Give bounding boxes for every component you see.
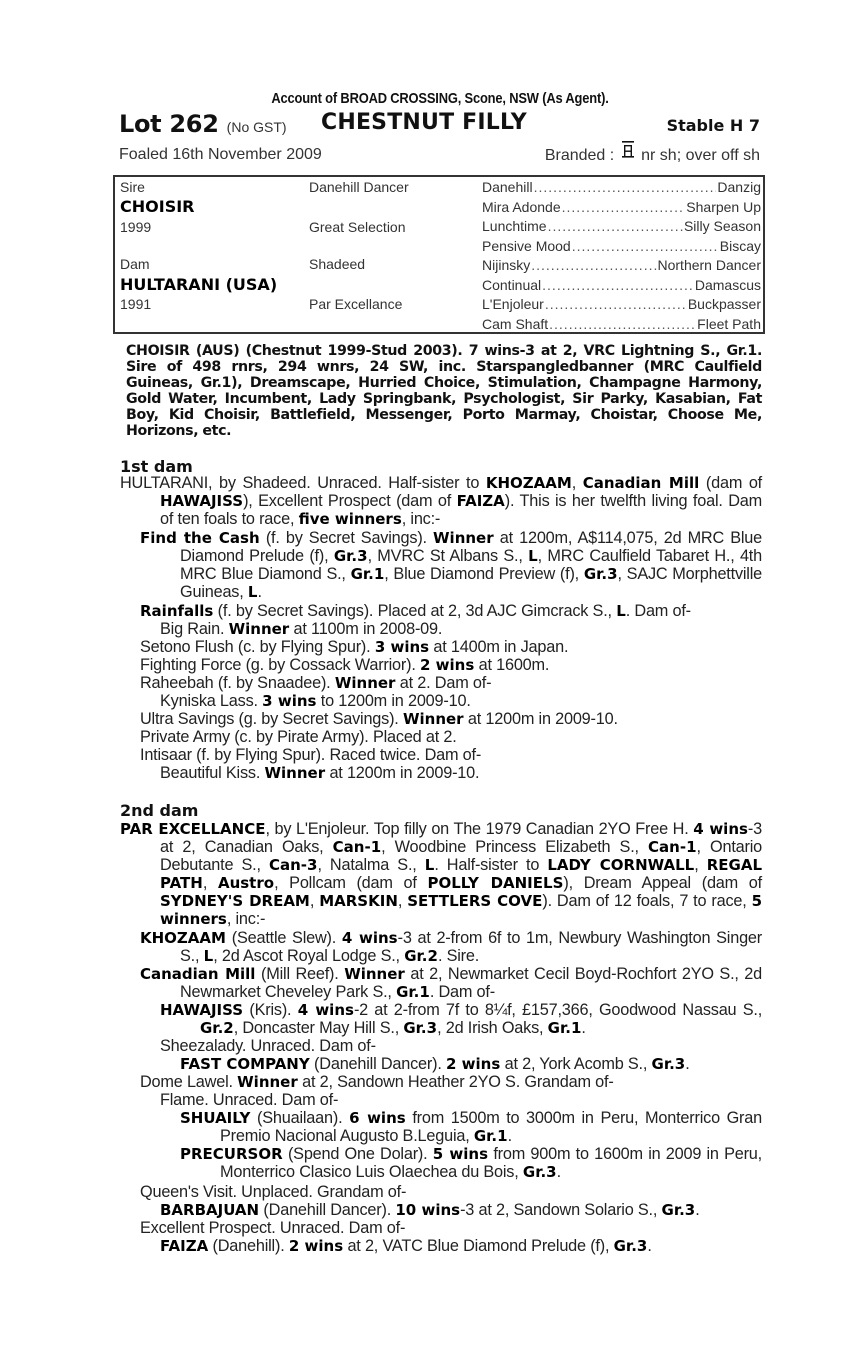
text: at 2, York Acomb S., bbox=[500, 1055, 652, 1073]
granddam-paternal: Great Selection bbox=[309, 219, 406, 235]
text: . Dam of- bbox=[429, 983, 495, 1002]
family-entry bbox=[180, 1055, 762, 1073]
leader-dots bbox=[549, 316, 696, 332]
bold-text: MARSKIN bbox=[319, 892, 398, 911]
bold-text: Canadian Mill bbox=[582, 474, 700, 492]
leader-dots bbox=[545, 296, 687, 312]
text: , bbox=[694, 856, 707, 875]
text: (Spend One Dolar). bbox=[282, 1145, 433, 1163]
bold-text: Gr.3 bbox=[522, 1163, 557, 1182]
bold-text: HAWAJISS bbox=[160, 492, 244, 511]
family-entry bbox=[140, 728, 762, 746]
text: , MRC Caulfield Tabaret H., 4th MRC Blue Diamond S., bbox=[180, 547, 762, 584]
great-grandparent-row bbox=[482, 179, 761, 198]
bold-text: 3 wins bbox=[374, 638, 430, 656]
family-entry bbox=[180, 1109, 762, 1145]
text: , inc:- bbox=[226, 910, 266, 929]
ancestor-name: Lunchtime bbox=[482, 218, 547, 234]
bold-text: REGAL PATH bbox=[160, 856, 763, 893]
bold-text: Winner bbox=[402, 710, 464, 728]
family-entry bbox=[160, 1201, 762, 1219]
bold-text: Gr.3 bbox=[333, 547, 368, 566]
family-entry bbox=[140, 1219, 762, 1237]
sire-description: CHOISIR (AUS) (Chestnut 1999-Stud 2003). 7 wins-3 at 2, VRC Lightning S., Gr.1. Sire of 498 rnrs, 294 wnrs, 24 SW, inc. Starspangledbanner (MRC Caulfield Guineas, Gr.1), Dreamscape, Hurried Choice, Stimulation, Champagne Harmony, Gold Water, Incumbent, Lady Springbank, Psychologist, Sir Parky, Kasabian, Fat Boy, Kid Choisir, Battlefield, Messenger, Porto Marmay, Choistar, Choose Me, Horizons, etc. bbox=[126, 343, 762, 439]
bold-text: Winner bbox=[334, 674, 396, 692]
family-entry bbox=[140, 746, 762, 764]
bold-text: L bbox=[528, 547, 538, 566]
bold-text: 4 wins bbox=[297, 1001, 354, 1019]
family-entry bbox=[140, 529, 762, 601]
family-entry bbox=[180, 1145, 762, 1181]
bold-text: Gr.2 bbox=[200, 1019, 234, 1038]
bold-text: 5 wins bbox=[432, 1145, 489, 1163]
text: at 1600m. bbox=[474, 656, 550, 674]
grandsire-paternal: Danehill Dancer bbox=[309, 179, 409, 195]
text: -2 at 2-from 7f to 8¼f, £157,366, Goodwood Nassau S., bbox=[353, 1001, 763, 1019]
ancestor-name: Mira Adonde bbox=[482, 198, 561, 215]
great-grandparent-row bbox=[482, 277, 761, 296]
text: (dam of bbox=[699, 474, 762, 492]
bold-text: L bbox=[616, 602, 626, 620]
text: from 1500m to 3000m in Peru, Monterrico Gran Premio Nacional Augusto B.Leguia, bbox=[220, 1109, 762, 1146]
branded-text: nr sh; over off sh bbox=[641, 147, 760, 164]
text: , bbox=[309, 892, 320, 911]
bold-text: FAIZA bbox=[456, 492, 505, 511]
ancestor-name: L'Enjoleur bbox=[482, 296, 544, 312]
bold-text: 2 wins bbox=[288, 1237, 344, 1255]
text: , MVRC St Albans S., bbox=[367, 547, 529, 566]
leader-dots bbox=[562, 199, 686, 215]
sire-label: Sire bbox=[120, 179, 145, 195]
family-entry bbox=[140, 929, 762, 965]
text: . Dam of- bbox=[625, 602, 691, 620]
family-entry bbox=[140, 1183, 762, 1201]
family-entry bbox=[140, 965, 762, 1001]
bold-text: L bbox=[203, 947, 214, 966]
ancestor-sire: Sharpen Up bbox=[686, 198, 761, 215]
ancestor-sire: Damascus bbox=[694, 276, 761, 293]
text: Big Rain. bbox=[160, 620, 229, 638]
text: Fighting Force (g. by Cossack Warrior). bbox=[140, 656, 421, 674]
bold-text: FAIZA bbox=[160, 1237, 209, 1255]
great-grandparent-row bbox=[482, 296, 761, 315]
text: . bbox=[507, 1127, 512, 1146]
bold-text: L bbox=[247, 583, 258, 602]
bold-text: 3 wins bbox=[262, 692, 317, 710]
leader-dots bbox=[534, 179, 717, 195]
ancestor-name: Danehill bbox=[482, 179, 533, 195]
text: at 1200m, A$114,075, 2d MRC Blue Diamond Prelude (f), bbox=[180, 529, 762, 566]
text: , 2d Irish Oaks, bbox=[437, 1019, 548, 1038]
sire-year: 1999 bbox=[120, 219, 152, 235]
bold-text: 2 wins bbox=[420, 656, 475, 674]
great-grandparent-row bbox=[482, 218, 761, 237]
text: (Mill Reef). bbox=[255, 965, 345, 983]
bold-text: SHUAILY bbox=[180, 1109, 251, 1127]
text: at 2, Sandown Heather 2YO S. Grandam of- bbox=[297, 1073, 614, 1091]
bold-text: Winner bbox=[264, 764, 326, 782]
family-entry bbox=[160, 764, 762, 782]
bold-text: Gr.1 bbox=[396, 983, 430, 1002]
text: . bbox=[695, 1201, 700, 1219]
family-entry bbox=[140, 602, 762, 620]
text: . bbox=[581, 1019, 586, 1038]
text: , Doncaster May Hill S., bbox=[233, 1019, 404, 1038]
text: , Ontario Debutante S., bbox=[160, 838, 762, 875]
text: (Danehill Dancer). bbox=[309, 1055, 446, 1073]
stable-location: Stable H 7 bbox=[666, 116, 760, 135]
bold-text: five winners bbox=[298, 510, 402, 529]
leader-dots bbox=[542, 277, 694, 293]
text: . bbox=[556, 1163, 561, 1182]
bold-text: Canadian Mill bbox=[140, 965, 256, 983]
text: , Pollcam (dam of bbox=[274, 874, 428, 893]
bold-text: Gr.3 bbox=[613, 1237, 648, 1255]
text: to 1200m in 2009-10. bbox=[316, 692, 471, 710]
text: -3 at 2, Sandown Solario S., bbox=[460, 1201, 662, 1219]
text: (f. by Secret Savings). Placed at 2, 3d AJC Gimcrack S., bbox=[213, 602, 617, 620]
family-entry bbox=[160, 692, 762, 710]
text: ). This is her twelfth living foal. Dam of ten foals to race, bbox=[160, 492, 762, 529]
leader-dots bbox=[548, 218, 683, 234]
ancestor-sire: Silly Season bbox=[683, 218, 761, 234]
pedigree-table bbox=[113, 175, 765, 334]
first-dam-heading: 1st dam bbox=[120, 457, 193, 476]
sire-name: CHOISIR bbox=[120, 197, 195, 216]
bold-text: Gr.3 bbox=[583, 565, 618, 584]
text: from 900m to 1600m in 2009 in Peru, Monterrico Clasico Luis Olaechea du Bois, bbox=[220, 1145, 762, 1182]
text: at 2. Dam of- bbox=[395, 674, 492, 692]
bold-text: BARBAJUAN bbox=[160, 1201, 260, 1219]
text: Setono Flush (c. by Flying Spur). bbox=[140, 638, 375, 656]
lot-label: Lot 262 bbox=[119, 110, 219, 138]
text: , bbox=[202, 874, 218, 893]
bold-text: KHOZAAM bbox=[140, 929, 226, 947]
bold-text: SYDNEY'S DREAM bbox=[160, 892, 310, 911]
gst-note: (No GST) bbox=[226, 119, 287, 135]
great-grandparent-row bbox=[482, 316, 761, 335]
dam-name: HULTARANI (USA) bbox=[120, 275, 278, 294]
text: , Blue Diamond Preview (f), bbox=[384, 565, 584, 584]
lot-number bbox=[119, 110, 287, 138]
bold-text: Gr.1 bbox=[350, 565, 385, 584]
family-entry bbox=[140, 656, 762, 674]
bold-text: 5 winners bbox=[160, 892, 763, 929]
ancestor-sire: Northern Dancer bbox=[657, 257, 761, 273]
foaled-date: Foaled 16th November 2009 bbox=[119, 146, 322, 163]
bold-text: Can-3 bbox=[268, 856, 318, 875]
brand-symbol-icon bbox=[621, 146, 635, 162]
family-entry bbox=[160, 620, 762, 638]
family-entry bbox=[160, 1091, 762, 1109]
great-grandparent-row bbox=[482, 238, 761, 257]
text: (Danehill). bbox=[208, 1237, 289, 1255]
brand-info bbox=[545, 146, 760, 165]
text: at 1400m in Japan. bbox=[429, 638, 569, 656]
text: , Woodbine Princess Elizabeth S., bbox=[381, 838, 649, 857]
bold-text: Gr.3 bbox=[403, 1019, 438, 1038]
family-entry bbox=[120, 820, 762, 929]
text: at 1200m in 2009-10. bbox=[325, 764, 480, 782]
family-entry bbox=[140, 638, 762, 656]
text: , Natalma S., bbox=[317, 856, 425, 875]
ancestor-sire: Biscay bbox=[719, 237, 761, 254]
bold-text: Winner bbox=[228, 620, 290, 638]
bold-text: Gr.1 bbox=[473, 1127, 508, 1146]
ancestor-name: Cam Shaft bbox=[482, 315, 549, 332]
bold-text: Austro bbox=[217, 874, 275, 893]
text: , SAJC Morphettville Guineas, bbox=[180, 565, 762, 602]
bold-text: 10 wins bbox=[395, 1201, 461, 1219]
bold-text: 2 wins bbox=[446, 1055, 501, 1073]
bold-text: KHOZAAM bbox=[485, 474, 572, 492]
text: , 2d Ascot Royal Lodge S., bbox=[213, 947, 405, 966]
bold-text: 4 wins bbox=[341, 929, 398, 947]
ancestor-sire: Buckpasser bbox=[687, 296, 761, 312]
text: (Seattle Slew). bbox=[225, 929, 342, 947]
text: (Shuailaan). bbox=[250, 1109, 350, 1127]
text: (Danehill Dancer). bbox=[259, 1201, 396, 1219]
bold-text: SETTLERS COVE bbox=[407, 892, 543, 911]
branded-label: Branded : bbox=[544, 147, 615, 164]
bold-text: Gr.3 bbox=[651, 1055, 686, 1073]
family-entry bbox=[160, 1037, 762, 1055]
text: Flame. Unraced. Dam of- bbox=[160, 1091, 339, 1109]
text: . bbox=[647, 1237, 652, 1255]
dam-year: 1991 bbox=[120, 296, 152, 312]
ancestor-name: Pensive Mood bbox=[482, 237, 571, 254]
bold-text: Rainfalls bbox=[140, 602, 214, 620]
dam-label: Dam bbox=[120, 256, 150, 272]
bold-text: 4 wins bbox=[693, 820, 748, 838]
bold-text: Can-1 bbox=[648, 838, 697, 857]
text: Queen's Visit. Unplaced. Grandam of- bbox=[140, 1183, 407, 1201]
text: . bbox=[685, 1055, 690, 1073]
family-entry bbox=[140, 674, 762, 692]
text: Sheezalady. Unraced. Dam of- bbox=[160, 1037, 376, 1055]
bold-text: PAR EXCELLANCE bbox=[120, 820, 266, 838]
bold-text: LADY CORNWALL bbox=[547, 856, 695, 875]
text: Beautiful Kiss. bbox=[160, 764, 265, 782]
vendor-account-line: Account of BROAD CROSSING, Scone, NSW (As Agent). bbox=[271, 90, 609, 107]
text: ). Dam of 12 foals, 7 to race, bbox=[542, 892, 752, 911]
bold-text: L bbox=[424, 856, 435, 875]
text: , by L'Enjoleur. Top filly on The 1979 Canadian 2YO Free H. bbox=[265, 820, 694, 838]
bold-text: Can-1 bbox=[332, 838, 382, 857]
ancestor-sire: Danzig bbox=[717, 179, 761, 195]
text: ), Dream Appeal (dam of bbox=[563, 874, 762, 893]
text: Kyniska Lass. bbox=[160, 692, 263, 710]
text: Ultra Savings (g. by Secret Savings). bbox=[140, 710, 403, 728]
granddam-maternal: Par Excellance bbox=[309, 296, 403, 312]
great-grandparent-row bbox=[482, 257, 761, 276]
bold-text: Gr.2 bbox=[404, 947, 438, 966]
horse-description: CHESTNUT FILLY bbox=[321, 110, 527, 135]
bold-text: Gr.3 bbox=[661, 1201, 696, 1219]
leader-dots bbox=[531, 257, 656, 273]
text: Raheebah (f. by Snaadee). bbox=[140, 674, 335, 692]
bold-text: Winner bbox=[433, 529, 494, 547]
family-entry bbox=[140, 1073, 762, 1091]
text: at 2, VATC Blue Diamond Prelude (f), bbox=[343, 1237, 614, 1255]
text: at 1100m in 2008-09. bbox=[289, 620, 443, 638]
second-dam-heading: 2nd dam bbox=[120, 801, 199, 820]
bold-text: FAST COMPANY bbox=[180, 1055, 310, 1073]
text: . bbox=[257, 583, 262, 602]
text: at 1200m in 2009-10. bbox=[463, 710, 618, 728]
text: . Sire. bbox=[437, 947, 480, 966]
text: Private Army (c. by Pirate Army). Placed at 2. bbox=[140, 728, 457, 746]
text: , inc:- bbox=[401, 510, 441, 529]
bold-text: Winner bbox=[237, 1073, 298, 1091]
bold-text: PRECURSOR bbox=[180, 1145, 283, 1163]
family-entry bbox=[120, 474, 762, 528]
text: HULTARANI, by Shadeed. Unraced. Half-sister to bbox=[120, 474, 486, 492]
bold-text: POLLY DANIELS bbox=[427, 874, 564, 893]
ancestor-name: Continual bbox=[482, 276, 542, 293]
bold-text: HAWAJISS bbox=[160, 1001, 244, 1019]
leader-dots bbox=[572, 238, 719, 254]
text: Intisaar (f. by Flying Spur). Raced twice. Dam of- bbox=[140, 746, 482, 764]
text: ), Excellent Prospect (dam of bbox=[243, 492, 457, 511]
family-entry bbox=[140, 710, 762, 728]
family-entry bbox=[160, 1001, 762, 1037]
text: -3 at 2-from 6f to 1m, Newbury Washington Singer S., bbox=[180, 929, 762, 966]
grandsire-maternal: Shadeed bbox=[309, 256, 366, 272]
text: Excellent Prospect. Unraced. Dam of- bbox=[140, 1219, 406, 1237]
text: (Kris). bbox=[243, 1001, 298, 1019]
bold-text: Find the Cash bbox=[140, 529, 260, 547]
bold-text: Winner bbox=[344, 965, 405, 983]
great-grandparent-row bbox=[482, 199, 761, 218]
ancestor-sire: Fleet Path bbox=[697, 315, 761, 332]
bold-text: 6 wins bbox=[349, 1109, 406, 1127]
text: at 2, Newmarket Cecil Boyd-Rochfort 2YO S., 2d Newmarket Cheveley Park S., bbox=[180, 965, 763, 1002]
family-entry bbox=[160, 1237, 762, 1255]
text: . Half-sister to bbox=[434, 856, 548, 875]
text: Dome Lawel. bbox=[140, 1073, 238, 1091]
text: , bbox=[571, 474, 583, 492]
text: -3 at 2, Canadian Oaks, bbox=[160, 820, 762, 857]
lot-header bbox=[119, 110, 760, 140]
ancestor-name: Nijinsky bbox=[482, 257, 531, 273]
text: , bbox=[397, 892, 408, 911]
bold-text: Gr.1 bbox=[547, 1019, 582, 1038]
text: (f. by Secret Savings). bbox=[259, 529, 434, 547]
